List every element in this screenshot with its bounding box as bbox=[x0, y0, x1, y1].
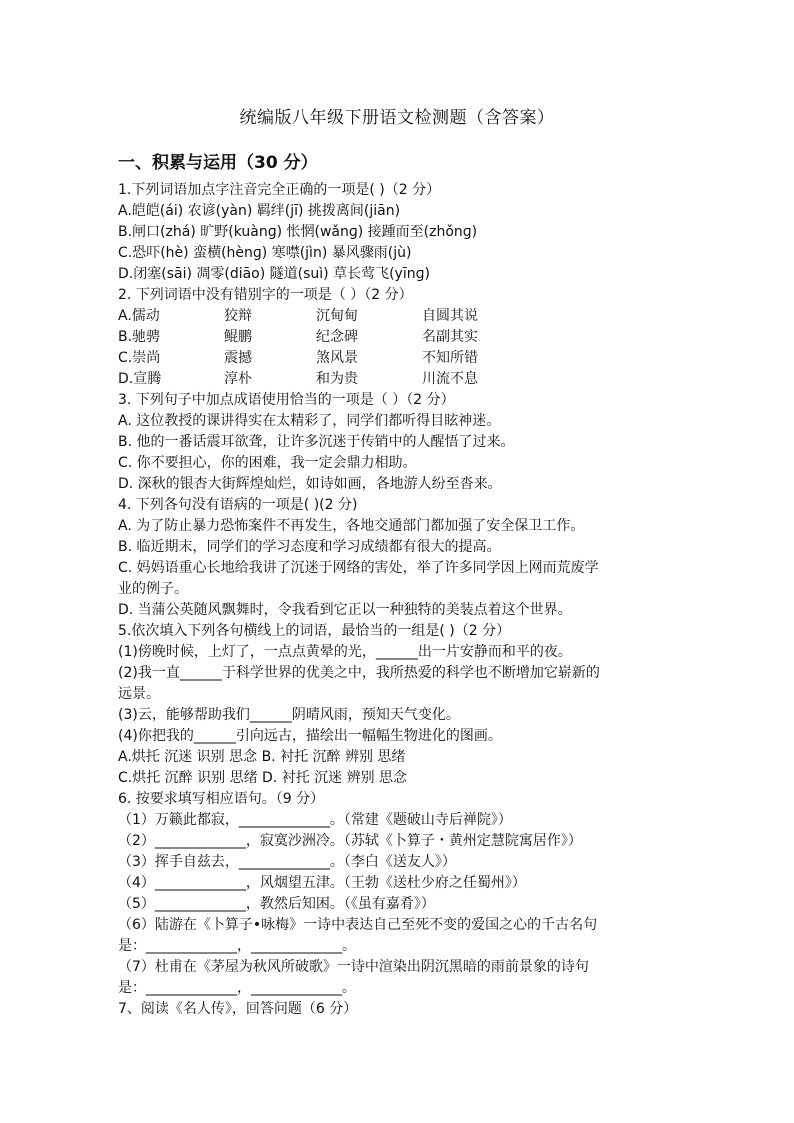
question-5-sentence-1: (1)傍晚时候，上灯了，一点点黄晕的光，______出一片安静而和平的夜。 bbox=[118, 644, 572, 660]
option-word: A.儒动 bbox=[118, 308, 160, 324]
option-word: 震撼 bbox=[224, 350, 252, 366]
question-6-line-7-cont: 是：_____________，_____________。 bbox=[118, 980, 356, 996]
question-1-stem: 1.下列词语加点字注音完全正确的一项是( )（2 分） bbox=[118, 182, 441, 198]
question-5-stem: 5.依次填入下列各句横线上的词语，最恰当的一组是( )（2 分） bbox=[118, 623, 511, 639]
question-6-line-4: （4）_____________，风烟望五津。（王勃《送杜少府之任蜀州》） bbox=[118, 875, 526, 891]
option-word: 不知所错 bbox=[422, 350, 478, 366]
question-6-line-2: （2）_____________，寂寞沙洲冷。（苏轼《卜算子・黄州定慧院寓居作》） bbox=[118, 833, 582, 849]
option-word: 自圆其说 bbox=[422, 308, 478, 324]
question-6-line-7: （7）杜甫在《茅屋为秋风所破歌》一诗中渲染出阴沉黑暗的雨前景象的诗句 bbox=[118, 959, 589, 975]
question-1-option-c: C.恐吓(hè) 蛮横(hènɡ) 寒噤(jìn) 暴风骤雨(jù) bbox=[118, 245, 412, 261]
question-6-line-6-cont: 是：_____________，_____________。 bbox=[118, 938, 356, 954]
question-6-stem: 6. 按要求填写相应语句。（9 分） bbox=[118, 791, 325, 807]
question-1-option-d: D.闭塞(sāi) 凋零(diāo) 隧道(suì) 草长莺飞(yīnɡ) bbox=[118, 266, 430, 282]
question-3-option-a: A. 这位教授的课讲得实在太精彩了，同学们都听得目眩神迷。 bbox=[118, 413, 501, 429]
question-5-options-ab: A.烘托 沉迷 识别 思念 B. 衬托 沉醉 辨别 思绪 bbox=[118, 749, 406, 765]
question-6-line-3: （3）挥手自兹去，_____________。（李白《送友人》） bbox=[118, 854, 456, 870]
question-3-option-c: C. 你不要担心，你的困难，我一定会鼎力相助。 bbox=[118, 455, 417, 471]
option-word: 和为贵 bbox=[316, 371, 358, 387]
question-3-stem: 3. 下列句子中加点成语使用恰当的一项是（ ）（2 分） bbox=[118, 392, 455, 408]
option-word: 沉甸甸 bbox=[316, 308, 358, 324]
question-4-option-c-cont: 业的例子。 bbox=[118, 581, 188, 597]
question-5-sentence-4: (4)你把我的______引向远古，描绘出一幅幅生物进化的图画。 bbox=[118, 728, 502, 744]
question-1-option-b: B.闸口(zhá) 旷野(kuànɡ) 怅惘(wǎnɡ) 接踵而至(zhǒnɡ) bbox=[118, 224, 478, 240]
question-6-line-6: （6）陆游在《卜算子•咏梅》一诗中表达自己至死不变的爱国之心的千古名句 bbox=[118, 917, 598, 933]
option-word: 煞风景 bbox=[316, 350, 358, 366]
question-5-sentence-2: (2)我一直______于科学世界的优美之中，我所热爱的科学也不断增加它崭新的 bbox=[118, 665, 600, 681]
option-word: 狡辩 bbox=[224, 308, 252, 324]
question-1-option-a: A.皑皑(ái) 农谚(yàn) 羁绊(jī) 挑拨离间(jiān) bbox=[118, 203, 401, 219]
section-heading: 一、积累与运用（30 分） bbox=[118, 153, 318, 173]
option-word: C.崇尚 bbox=[118, 350, 161, 366]
question-3-option-d: D. 深秋的银杏大街辉煌灿烂，如诗如画，各地游人纷至沓来。 bbox=[118, 476, 502, 492]
question-5-sentence-3: (3)云，能够帮助我们______阴晴风雨，预知天气变化。 bbox=[118, 707, 460, 723]
question-6-line-5: （5）_____________，教然后知困。（《虽有嘉肴》） bbox=[118, 896, 435, 912]
document-title: 统编版八年级下册语文检测题（含答案） bbox=[239, 108, 555, 128]
question-4-stem: 4. 下列各句没有语病的一项是( )(2 分) bbox=[118, 497, 358, 513]
option-word: 鲲鹏 bbox=[224, 329, 252, 345]
question-3-option-b: B. 他的一番话震耳欲聋，让许多沉迷于传销中的人醒悟了过来。 bbox=[118, 434, 515, 450]
option-word: 川流不息 bbox=[422, 371, 478, 387]
question-5-options-cd: C.烘托 沉醉 识别 思绪 D. 衬托 沉迷 辨别 思念 bbox=[118, 770, 408, 786]
question-4-option-a: A. 为了防止暴力恐怖案件不再发生，各地交通部门都加强了安全保卫工作。 bbox=[118, 518, 585, 534]
option-word: 淳朴 bbox=[224, 371, 252, 387]
option-word: 名副其实 bbox=[422, 329, 478, 345]
option-word: B.驰骋 bbox=[118, 329, 161, 345]
question-7-stem: 7、阅读《名人传》，回答问题（6 分） bbox=[118, 1001, 358, 1017]
question-4-option-b: B. 临近期末，同学们的学习态度和学习成绩都有很大的提高。 bbox=[118, 539, 501, 555]
question-5-sentence-2-cont: 远景。 bbox=[118, 686, 160, 702]
question-2-stem: 2. 下列词语中没有错别字的一项是（ ）（2 分） bbox=[118, 287, 413, 303]
option-word: D.宣腾 bbox=[118, 371, 162, 387]
question-4-option-d: D. 当蒲公英随风飘舞时，令我看到它正以一种独特的美装点着这个世界。 bbox=[118, 602, 572, 618]
question-6-line-1: （1）万籁此都寂，_____________。（常建《题破山寺后禅院》） bbox=[118, 812, 512, 828]
option-word: 纪念碑 bbox=[316, 329, 358, 345]
question-4-option-c: C. 妈妈语重心长地给我讲了沉迷于网络的害处，举了许多同学因上网而荒废学 bbox=[118, 560, 599, 576]
